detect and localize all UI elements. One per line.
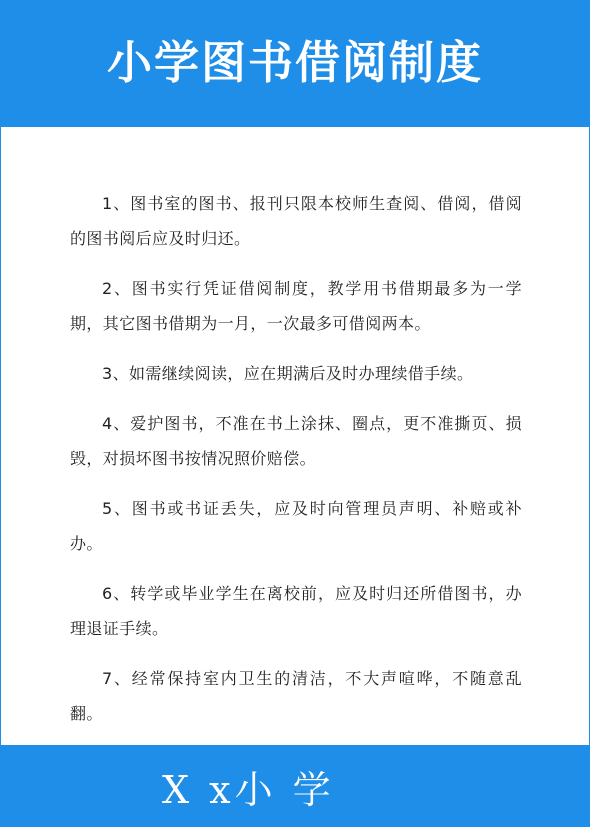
rule-item-4: 4、爱护图书，不准在书上涂抹、圈点，更不准撕页、损毁，对损坏图书按情况照价赔偿。 <box>70 414 522 468</box>
header-banner <box>0 0 590 127</box>
rules-list <box>70 186 522 746</box>
rule-item-1: 1、图书室的图书、报刊只限本校师生查阅、借阅，借阅的图书阅后应及时归还。 <box>70 194 522 248</box>
rule-item-6: 6、转学或毕业学生在离校前，应及时归还所借图书，办理退证手续。 <box>70 584 522 638</box>
school-name: X x小 学 <box>162 768 335 812</box>
rule-item-2: 2、图书实行凭证借阅制度，教学用书借期最多为一学期，其它图书借期为一月，一次最多可借阅两本。 <box>70 279 522 333</box>
rule-item-7: 7、经常保持室内卫生的清洁，不大声喧哗，不随意乱翻。 <box>70 669 522 723</box>
page-title: 小学图书借阅制度 <box>106 36 483 89</box>
footer-banner <box>0 745 590 827</box>
rule-item-5: 5、图书或书证丢失，应及时向管理员声明、补赔或补办。 <box>70 499 522 553</box>
rule-item-3: 3、如需继续阅读，应在期满后及时办理续借手续。 <box>102 364 474 383</box>
